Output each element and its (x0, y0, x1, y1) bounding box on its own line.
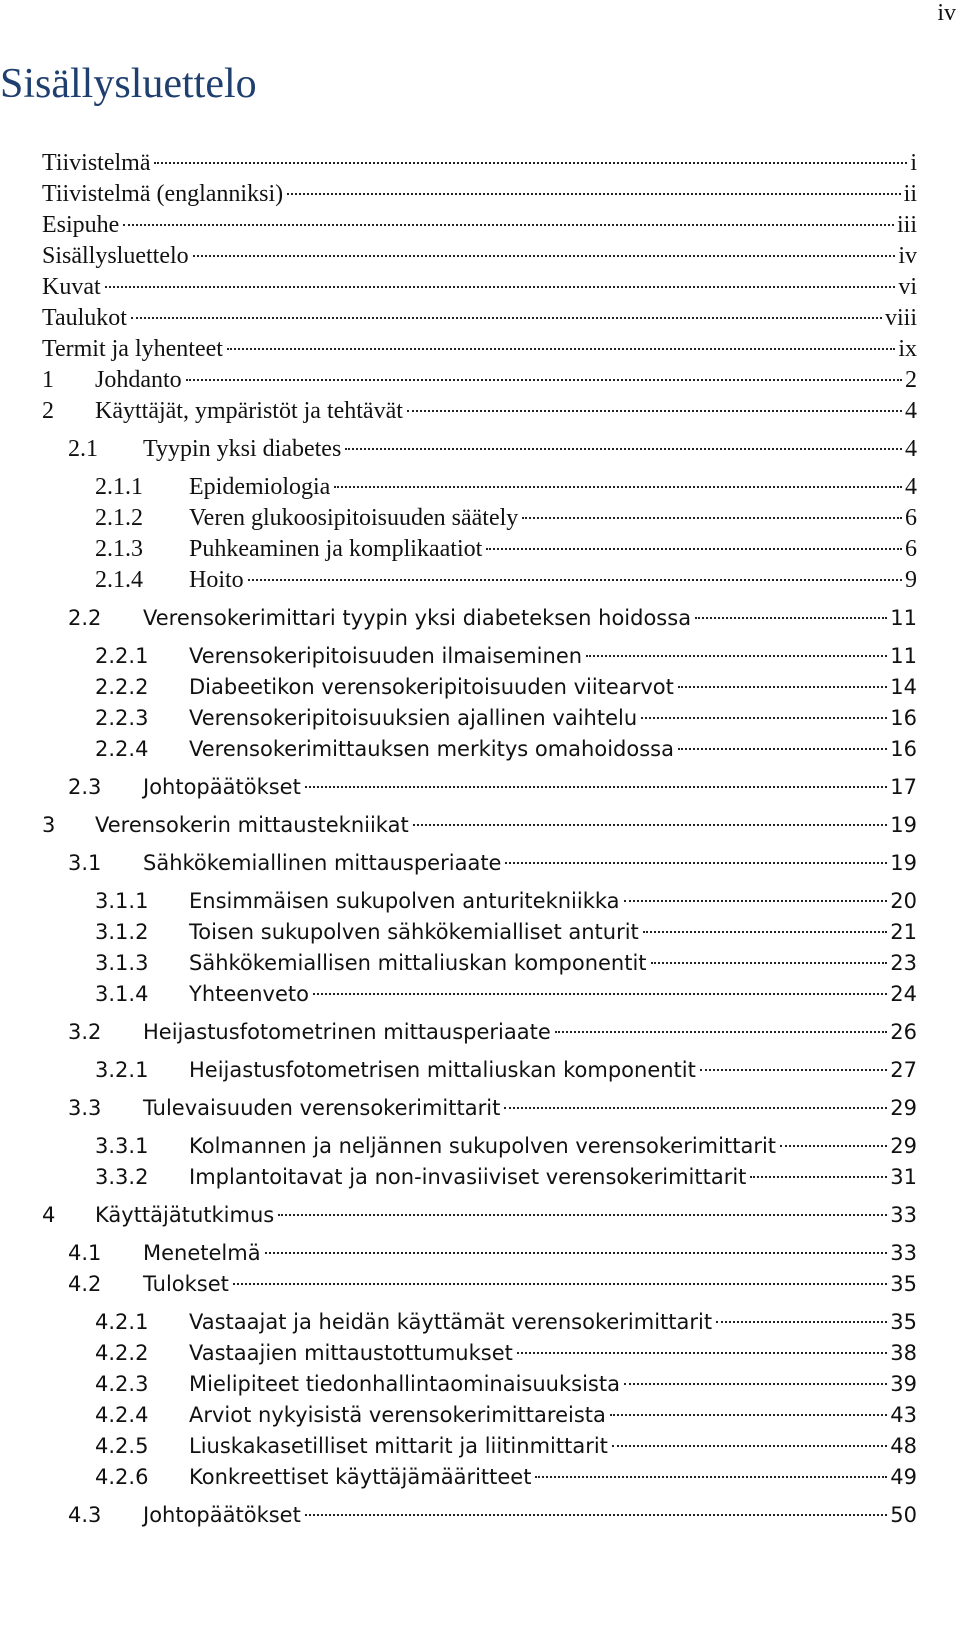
toc-entry[interactable] (95, 1131, 917, 1162)
toc-entry-number: 4.2.5 (95, 1434, 149, 1458)
toc-entry-title: Heijastusfotometrisen mittaliuskan komponentit (189, 1058, 696, 1082)
toc-entry-page: i (910, 150, 917, 176)
toc-entry-title: Heijastusfotometrinen mittausperiaate (143, 1020, 551, 1044)
toc-entry-title: Arviot nykyisistä verensokerimittareista (189, 1403, 606, 1427)
toc-entry-page: 26 (890, 1020, 917, 1044)
toc-entry-page: viii (884, 305, 917, 331)
toc-entry-page: 17 (890, 775, 917, 799)
toc-entry-title: Implantoitavat ja non-invasiiviset verensokerimittarit (189, 1165, 747, 1189)
toc-entry-page: 24 (890, 982, 917, 1006)
toc-entry[interactable] (68, 434, 917, 465)
toc-entry-title: Diabeetikon verensokeripitoisuuden viitearvot (189, 675, 674, 699)
toc-entry-page: 14 (890, 675, 917, 699)
toc-entry[interactable] (42, 210, 917, 241)
toc-entry-page: iii (896, 212, 917, 238)
toc-entry-number: 4.2.4 (95, 1403, 149, 1427)
toc-entry-number: 4.1 (68, 1241, 102, 1265)
toc-entry-page: 16 (890, 737, 917, 761)
toc-entry-number: 2.2.1 (95, 644, 149, 668)
toc-entry-title: Sisällysluettelo (42, 243, 189, 269)
dot-leader (651, 962, 888, 964)
toc-entry[interactable] (95, 503, 917, 534)
toc-entry[interactable] (95, 1162, 917, 1193)
page-title: Sisällysluettelo (0, 61, 257, 107)
dot-leader (186, 379, 902, 381)
dot-leader (305, 786, 887, 788)
toc-entry-title: Sähkökemiallisen mittaliuskan komponentit (189, 951, 647, 975)
dot-leader (131, 317, 882, 319)
dot-leader (407, 410, 902, 412)
toc-entry-number: 4.3 (68, 1503, 102, 1527)
toc-entry-page: 20 (890, 889, 917, 913)
dot-leader (678, 686, 887, 688)
toc-entry-title: Käyttäjät, ympäristöt ja tehtävät (95, 398, 403, 424)
toc-entry-number: 3.1.3 (95, 951, 149, 975)
toc-entry-title: Liuskakasetilliset mittarit ja liitinmittarit (189, 1434, 608, 1458)
toc-entry-page: 11 (890, 606, 917, 630)
toc-entry[interactable] (68, 603, 917, 634)
toc-entry-title: Tiivistelmä (42, 150, 151, 176)
toc-entry-page: 35 (890, 1272, 917, 1296)
toc-entry[interactable] (95, 672, 917, 703)
toc-entry-number: 3.1 (68, 851, 102, 875)
toc-entry-number: 2.2 (68, 606, 102, 630)
toc-entry-number: 2.1 (68, 436, 98, 462)
dot-leader (123, 224, 894, 226)
toc-entry-title: Vastaajien mittaustottumukset (189, 1341, 513, 1365)
toc-entry[interactable] (42, 241, 917, 272)
toc-entry-page: 29 (890, 1134, 917, 1158)
toc-entry-number: 4.2.3 (95, 1372, 149, 1396)
toc-entry[interactable] (95, 1462, 917, 1493)
toc-entry-page: 43 (890, 1403, 917, 1427)
toc-entry[interactable] (68, 1093, 917, 1124)
toc-entry-title: Termit ja lyhenteet (42, 336, 223, 362)
toc-entry-title: Kuvat (42, 274, 101, 300)
toc-entry-title: Tyypin yksi diabetes (143, 436, 342, 462)
toc-entry-number: 2.2.4 (95, 737, 149, 761)
toc-entry[interactable] (42, 810, 917, 841)
toc-entry-page: 48 (890, 1434, 917, 1458)
dot-leader (305, 1514, 887, 1516)
toc-entry-page: 4 (905, 398, 917, 424)
toc-entry-number: 2.2.2 (95, 675, 149, 699)
dot-leader (233, 1283, 887, 1285)
toc-entry-number: 3.2.1 (95, 1058, 149, 1082)
toc-entry-page: 39 (890, 1372, 917, 1396)
toc-entry-number: 2.1.4 (95, 567, 143, 593)
toc-entry-title: Ensimmäisen sukupolven anturitekniikka (189, 889, 620, 913)
toc-entry-title: Taulukot (42, 305, 127, 331)
dot-leader (486, 548, 902, 550)
toc-entry[interactable] (95, 1369, 917, 1400)
toc-entry-number: 4.2.1 (95, 1310, 149, 1334)
toc-entry-page: 4 (905, 436, 917, 462)
toc-entry[interactable] (68, 1500, 917, 1531)
toc-entry-page: 23 (890, 951, 917, 975)
toc-entry-page: 33 (890, 1241, 917, 1265)
toc-entry[interactable] (95, 565, 917, 596)
dot-leader (313, 993, 887, 995)
toc-entry-page: vi (898, 274, 917, 300)
toc-entry-page: 19 (890, 851, 917, 875)
toc-entry-number: 4.2 (68, 1272, 102, 1296)
toc-entry-title: Verensokerin mittaustekniikat (95, 813, 409, 837)
toc-entry-number: 3.3.2 (95, 1165, 149, 1189)
toc-entry[interactable] (68, 1017, 917, 1048)
dot-leader (287, 193, 901, 195)
toc-entry-title: Tulokset (143, 1272, 229, 1296)
toc-entry-page: 29 (890, 1096, 917, 1120)
toc-entry-title: Kolmannen ja neljännen sukupolven verensokerimittarit (189, 1134, 777, 1158)
toc-entry-title: Sähkökemiallinen mittausperiaate (143, 851, 502, 875)
toc-entry-title: Tulevaisuuden verensokerimittarit (143, 1096, 501, 1120)
dot-leader (227, 348, 895, 350)
dot-leader (695, 617, 887, 619)
toc-entry-title: Epidemiologia (189, 474, 331, 500)
toc-entry[interactable] (42, 303, 917, 334)
toc-entry-number: 4 (42, 1203, 56, 1227)
toc-entry-title: Yhteenveto (189, 982, 309, 1006)
toc-entry-title: Johtopäätökset (143, 1503, 301, 1527)
dot-leader (700, 1069, 887, 1071)
toc-entry-title: Menetelmä (143, 1241, 261, 1265)
toc-entry-page: 6 (905, 536, 917, 562)
toc-entry-title: Toisen sukupolven sähkökemialliset anturit (189, 920, 639, 944)
toc-entry[interactable] (68, 1238, 917, 1269)
toc-entry-page: 6 (905, 505, 917, 531)
dot-leader (522, 517, 902, 519)
toc-entry-page: 33 (890, 1203, 917, 1227)
toc-entry-title: Verensokerimittari tyypin yksi diabeteksen hoidossa (143, 606, 692, 630)
dot-leader (265, 1252, 888, 1254)
toc-entry[interactable] (68, 848, 917, 879)
dot-leader (345, 448, 902, 450)
dot-leader (678, 748, 887, 750)
dot-leader (504, 1107, 887, 1109)
dot-leader (624, 1383, 887, 1385)
toc-entry[interactable] (95, 917, 917, 948)
toc-entry-title: Mielipiteet tiedonhallintaominaisuuksista (189, 1372, 620, 1396)
toc-entry[interactable] (42, 272, 917, 303)
toc-entry[interactable] (42, 334, 917, 365)
toc-entry[interactable] (95, 641, 917, 672)
dot-leader (535, 1476, 887, 1478)
toc-entry[interactable] (42, 179, 917, 210)
toc-entry-number: 2.3 (68, 775, 102, 799)
toc-entry-title: Konkreettiset käyttäjämääritteet (189, 1465, 532, 1489)
toc-entry-number: 3 (42, 813, 56, 837)
toc-entry-page: 9 (905, 567, 917, 593)
toc-entry[interactable] (95, 1307, 917, 1338)
toc-entry-number: 3.3 (68, 1096, 102, 1120)
toc-entry[interactable] (95, 472, 917, 503)
dot-leader (610, 1414, 887, 1416)
toc-entry-number: 2.2.3 (95, 706, 149, 730)
toc-entry-title: Tiivistelmä (englanniksi) (42, 181, 284, 207)
toc-entry[interactable] (95, 979, 917, 1010)
dot-leader (278, 1214, 887, 1216)
toc-entry-page: 21 (890, 920, 917, 944)
page-number: iv (937, 0, 956, 26)
toc-entry-page: 2 (905, 367, 917, 393)
toc-entry[interactable] (42, 365, 917, 396)
toc-entry-title: Hoito (189, 567, 244, 593)
toc-entry-page: 19 (890, 813, 917, 837)
dot-leader (154, 162, 907, 164)
toc-entry[interactable] (42, 148, 917, 179)
toc-entry[interactable] (42, 396, 917, 427)
dot-leader (193, 255, 896, 257)
toc-entry-title: Käyttäjätutkimus (95, 1203, 275, 1227)
dot-leader (555, 1031, 887, 1033)
dot-leader (643, 931, 887, 933)
toc-entry-page: ii (903, 181, 917, 207)
toc-entry[interactable] (95, 1055, 917, 1086)
toc-entry-page: 50 (890, 1503, 917, 1527)
toc-entry-number: 3.2 (68, 1020, 102, 1044)
dot-leader (517, 1352, 887, 1354)
dot-leader (780, 1145, 887, 1147)
toc-entry-page: 35 (890, 1310, 917, 1334)
toc-entry-number: 2.1.3 (95, 536, 143, 562)
toc-entry-number: 3.1.4 (95, 982, 149, 1006)
dot-leader (612, 1445, 887, 1447)
toc-entry-page: 38 (890, 1341, 917, 1365)
dot-leader (413, 824, 888, 826)
toc-entry-page: 27 (890, 1058, 917, 1082)
toc-entry[interactable] (68, 1269, 917, 1300)
toc-entry-title: Esipuhe (42, 212, 120, 238)
dot-leader (248, 579, 902, 581)
toc-entry-number: 3.3.1 (95, 1134, 149, 1158)
toc-entry-title: Verensokerimittauksen merkitys omahoidossa (189, 737, 674, 761)
toc-entry-title: Verensokeripitoisuuksien ajallinen vaihtelu (189, 706, 638, 730)
toc-entry-page: ix (898, 336, 917, 362)
dot-leader (334, 486, 902, 488)
dot-leader (641, 717, 887, 719)
toc-entry-number: 2.1.1 (95, 474, 143, 500)
toc-entry-page: 49 (890, 1465, 917, 1489)
toc-entry-title: Vastaajat ja heidän käyttämät verensokerimittarit (189, 1310, 713, 1334)
toc-entry-title: Johtopäätökset (143, 775, 301, 799)
toc-entry[interactable] (95, 886, 917, 917)
dot-leader (105, 286, 896, 288)
toc-entry-title: Puhkeaminen ja komplikaatiot (189, 536, 483, 562)
toc-entry-page: 31 (890, 1165, 917, 1189)
toc-entry-title: Verensokeripitoisuuden ilmaiseminen (189, 644, 583, 668)
toc-entry-number: 2 (42, 398, 54, 424)
dot-leader (716, 1321, 887, 1323)
toc-entry[interactable] (95, 703, 917, 734)
toc-entry-number: 4.2.2 (95, 1341, 149, 1365)
dot-leader (750, 1176, 887, 1178)
toc-entry-title: Veren glukoosipitoisuuden säätely (189, 505, 519, 531)
toc-entry[interactable] (95, 1400, 917, 1431)
toc-entry-number: 2.1.2 (95, 505, 143, 531)
toc-entry[interactable] (42, 1200, 917, 1231)
toc-entry-page: 4 (905, 474, 917, 500)
toc-entry[interactable] (95, 734, 917, 765)
dot-leader (505, 862, 887, 864)
toc-entry[interactable] (95, 1431, 917, 1462)
toc-entry-title: Johdanto (95, 367, 182, 393)
toc-entry-number: 1 (42, 367, 54, 393)
toc-entry-page: 11 (890, 644, 917, 668)
toc-entry[interactable] (68, 772, 917, 803)
toc-entry-page: 16 (890, 706, 917, 730)
dot-leader (624, 900, 888, 902)
toc-entry-number: 3.1.1 (95, 889, 149, 913)
toc-entry-page: iv (898, 243, 917, 269)
toc-entry[interactable] (95, 1338, 917, 1369)
toc-entry[interactable] (95, 948, 917, 979)
toc-entry-number: 4.2.6 (95, 1465, 149, 1489)
dot-leader (586, 655, 887, 657)
toc-entry[interactable] (95, 534, 917, 565)
toc-entry-number: 3.1.2 (95, 920, 149, 944)
